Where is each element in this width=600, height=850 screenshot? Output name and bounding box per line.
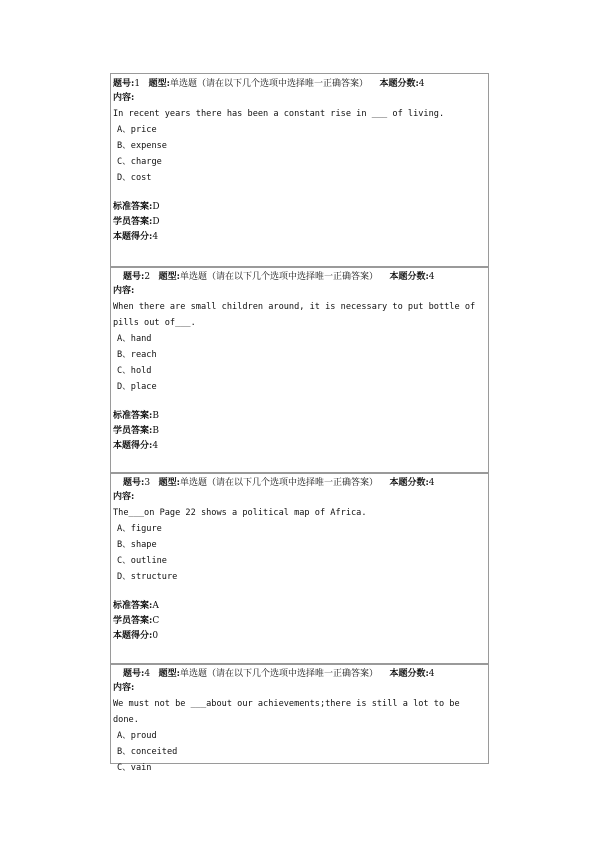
standard-answer: 标准答案:B — [113, 411, 159, 421]
question-score: 本题得分:4 — [113, 232, 159, 242]
student-answer: 学员答案:D — [113, 217, 160, 227]
option-a: A、hand — [117, 334, 152, 344]
question-3 — [110, 472, 489, 665]
standard-answer: 标准答案:A — [113, 601, 159, 611]
option-b: B、conceited — [117, 747, 178, 757]
content-label: 内容: — [113, 492, 135, 502]
option-a: A、proud — [117, 731, 157, 741]
question-1 — [110, 73, 489, 268]
question-header: 题号:3 题型:单选题（请在以下几个选项中选择唯一正确答案） 本题分数:4 — [123, 478, 435, 488]
option-a: A、figure — [117, 524, 162, 534]
option-c: C、hold — [117, 366, 152, 376]
content-label: 内容: — [113, 286, 135, 296]
student-answer: 学员答案:B — [113, 426, 159, 436]
option-d: D、place — [117, 382, 157, 392]
question-stem: We must not be ___about our achievements;there is still a lot to be done. — [113, 699, 465, 725]
option-d: D、structure — [117, 572, 178, 582]
option-d: D、cost — [117, 173, 152, 183]
option-c: C、vain — [117, 763, 152, 773]
option-c: C、charge — [117, 157, 162, 167]
question-stem: In recent years there has been a constant rise in ___ of living. — [113, 109, 445, 119]
option-b: B、shape — [117, 540, 157, 550]
question-score: 本题得分:4 — [113, 441, 159, 451]
question-stem: When there are small children around, it is necessary to put bottle of pills out of___. — [113, 302, 481, 328]
content-label: 内容: — [113, 683, 135, 693]
question-2 — [110, 266, 489, 474]
question-4 — [110, 663, 489, 773]
content-label: 内容: — [113, 93, 135, 103]
standard-answer: 标准答案:D — [113, 202, 160, 212]
option-b: B、reach — [117, 350, 157, 360]
question-header: 题号:1 题型:单选题（请在以下几个选项中选择唯一正确答案） 本题分数:4 — [113, 79, 425, 89]
student-answer: 学员答案:C — [113, 616, 160, 626]
option-c: C、outline — [117, 556, 167, 566]
question-header: 题号:2 题型:单选题（请在以下几个选项中选择唯一正确答案） 本题分数:4 — [123, 272, 435, 282]
option-b: B、expense — [117, 141, 167, 151]
question-stem: The___on Page 22 shows a political map of Africa. — [113, 508, 367, 518]
question-score: 本题得分:0 — [113, 631, 159, 641]
question-header: 题号:4 题型:单选题（请在以下几个选项中选择唯一正确答案） 本题分数:4 — [123, 669, 435, 679]
option-a: A、price — [117, 125, 157, 135]
